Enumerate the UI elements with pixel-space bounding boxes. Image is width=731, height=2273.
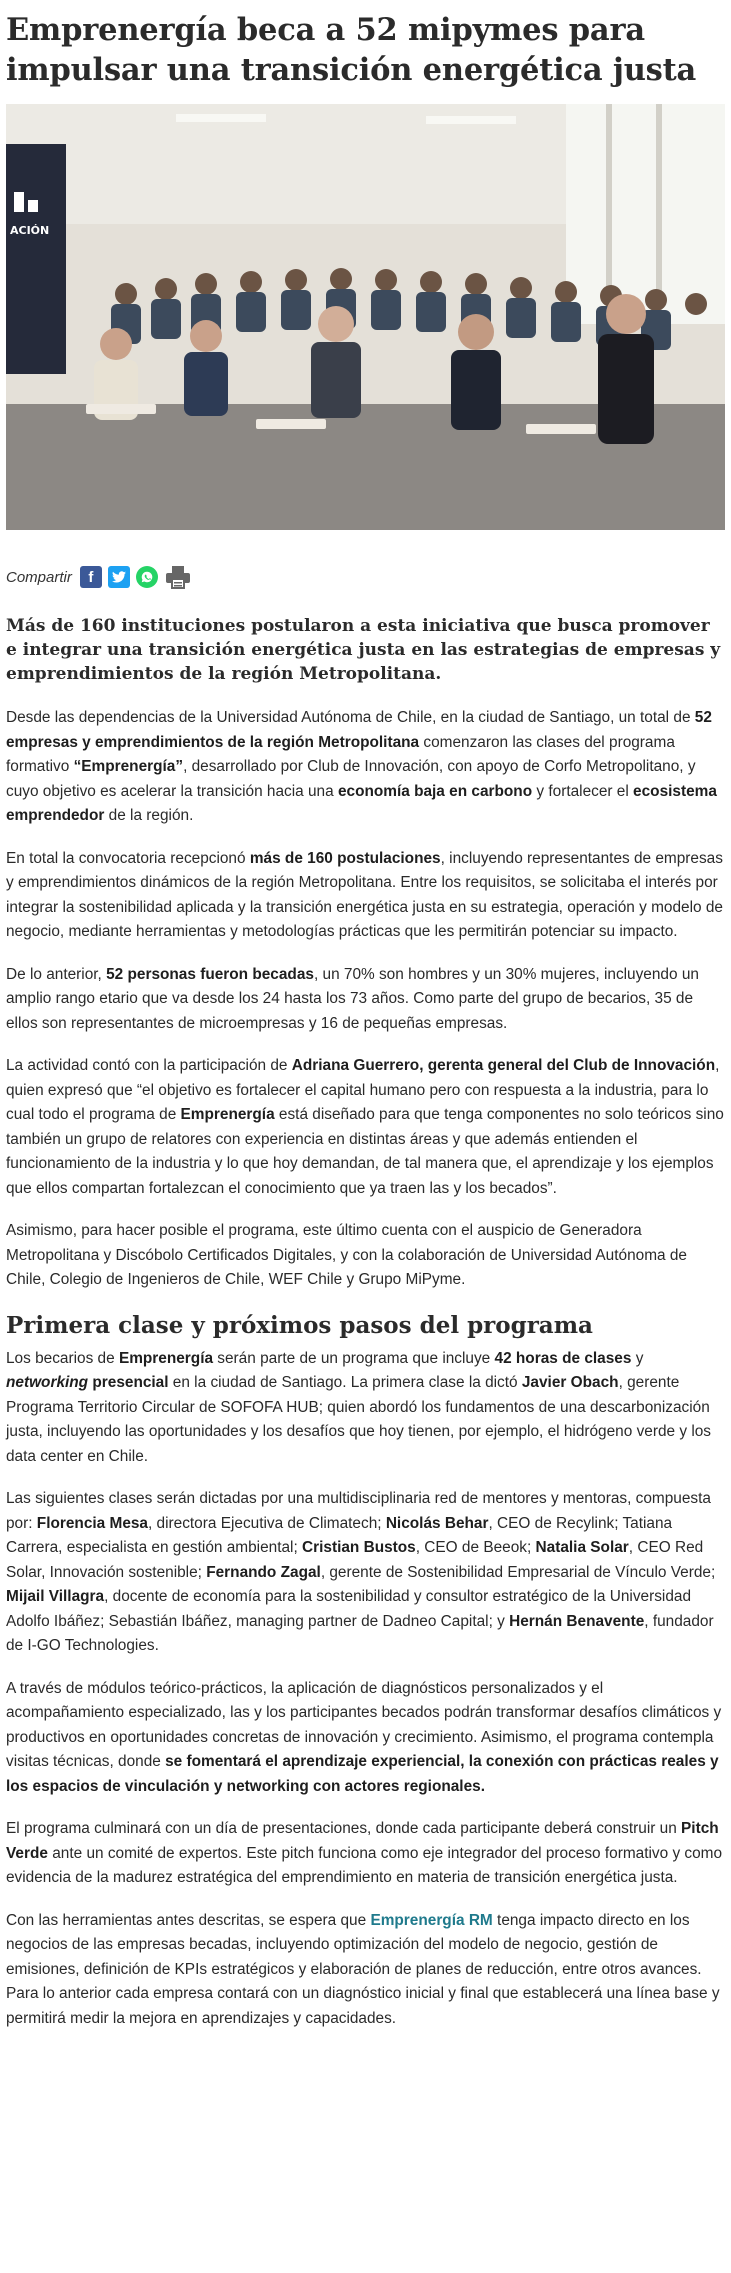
printer-icon[interactable] (164, 566, 192, 588)
facebook-icon[interactable]: f (80, 566, 102, 588)
paragraph-3: De lo anterior, 52 personas fueron becadas, un 70% son hombres y un 30% mujeres, incluyendo un amplio rango etario que va desde los 24 hasta los 73 años. Como parte del grupo de becarios, 35 de ellos son representantes de microempresas y 16 de pequeñas empresas. (6, 965, 699, 1032)
article-lead: Más de 160 instituciones postularon a esta iniciativa que busca promover e integrar una transición energética justa en las estrategias de empresas y emprendimientos de la región Metropolitana. (6, 616, 721, 684)
emprenergia-rm-link[interactable]: Emprenergía RM (370, 1911, 493, 1929)
paragraph-6: Los becarios de Emprenergía serán parte de un programa que incluye 42 horas de clases y networking presencial en la ciudad de Santiago. La primera clase la dictó Javier Obach, gerente Programa Territorio Circular de SOFOFA HUB; quien abordó los fundamentos de una descarbonización justa, incluyendo las oportunidades y los desafíos que hoy tienen, por ejemplo, el hidrógeno verde y los data center en Chile. (6, 1349, 711, 1465)
banner-logo-text: ACIÓN (10, 224, 50, 237)
hero-photo (6, 104, 725, 530)
paragraph-5: Asimismo, para hacer posible el programa, este último cuenta con el auspicio de Generadora Metropolitana y Discóbolo Certificados Digitales, y con la colaboración de Universidad Autónoma de Chile, Colegio de Ingenieros de Chile, WEF Chile y Grupo MiPyme. (6, 1222, 687, 1288)
paragraph-8: A través de módulos teórico-prácticos, la aplicación de diagnósticos personalizados y el acompañamiento especializado, las y los participantes becados podrán transformar desafíos climáticos y productivos en oportunidades concretas de innovación y crecimiento. Asimismo, el programa contempla visitas técnicas, donde se fomentará el aprendizaje experiencial, la conexión con prácticas reales y los espacios de vinculación y networking con actores regionales. (6, 1679, 722, 1795)
paragraph-10: Con las herramientas antes descritas, se espera que Emprenergía RM tenga impacto directo en los negocios de las empresas becadas, incluyendo optimización del modelo de negocio, gestión de emisiones, definición de KPIs estratégicos y elaboración de planes de reducción, entre otros avances. Para lo anterior cada empresa contará con un diagnóstico inicial y final que establecerá una línea base y permitirá medir la mejora en aprendizajes y capacidades. (6, 1911, 720, 2027)
whatsapp-icon[interactable] (136, 566, 158, 588)
section-heading: Primera clase y próximos pasos del programa (6, 1311, 593, 1339)
classroom-photo-illustration (6, 104, 725, 530)
paragraph-2: En total la convocatoria recepcionó más de 160 postulaciones, incluyendo representantes de empresas y emprendimientos dinámicos de la región Metropolitana. Entre los requisitos, se solicitaba el interés por integrar la sostenibilidad aplicada y la transición energética justa en su estrategia, operación y modelo de negocio, mediante herramientas y metodologías prácticas que les permitirán potenciar su impacto. (6, 849, 723, 940)
share-bar (6, 564, 725, 590)
paragraph-1: Desde las dependencias de la Universidad Autónoma de Chile, en la ciudad de Santiago, un total de 52 empresas y emprendimientos de la región Metropolitana comenzaron las clases del programa formativo “Emprenergía”, desarrollado por Club de Innovación, con apoyo de Corfo Metropolitano, y cuyo objetivo es acelerar la transición hacia una economía baja en carbono y fortalecer el ecosistema emprendedor de la región. (6, 709, 717, 824)
paragraph-4: La actividad contó con la participación de Adriana Guerrero, gerenta general del Club de Innovación, quien expresó que “el objetivo es fortalecer el capital humano pero con respuesta a la industria, para lo cual todo el programa de Emprenergía está diseñado para que tenga componentes no solo teóricos sino también un grupo de relatores con experiencia en distintas áreas y que además entienden el funcionamiento de la industria y lo que hoy demandan, de tal manera que, el aprendizaje y los ejemplos que ellos compartan fortalezcan el conocimiento que ya traen las y los becados”. (6, 1057, 724, 1197)
paragraph-7: Las siguientes clases serán dictadas por una multidisciplinaria red de mentores y mentoras, compuesta por: Florencia Mesa, directora Ejecutiva de Climatech; Nicolás Behar, CEO de Recylink; Tatiana Carrera, especialista en gestión ambiental; Cristian Bustos, CEO de Beeok; Natalia Solar, CEO Red Solar, Innovación sostenible; Fernando Zagal, gerente de Sostenibilidad Empresarial de Vínculo Verde; Mijail Villagra, docente de economía para la sostenibilidad y consultor estratégico de la Universidad Adolfo Ibáñez; Sebastián Ibáñez, managing partner de Dadneo Capital; y Hernán Benavente, fundador de I-GO Technologies. (6, 1490, 716, 1654)
article-title: Emprenergía beca a 52 mipymes para impulsar una transición energética justa (6, 12, 697, 88)
paragraph-9: El programa culminará con un día de presentaciones, donde cada participante deberá construir un Pitch Verde ante un comité de expertos. Este pitch funciona como eje integrador del proceso formativo y como evidencia de la madurez estratégica del emprendimiento en materia de transición energética justa. (6, 1820, 723, 1886)
share-label: Compartir (6, 568, 72, 586)
twitter-icon[interactable] (108, 566, 130, 588)
